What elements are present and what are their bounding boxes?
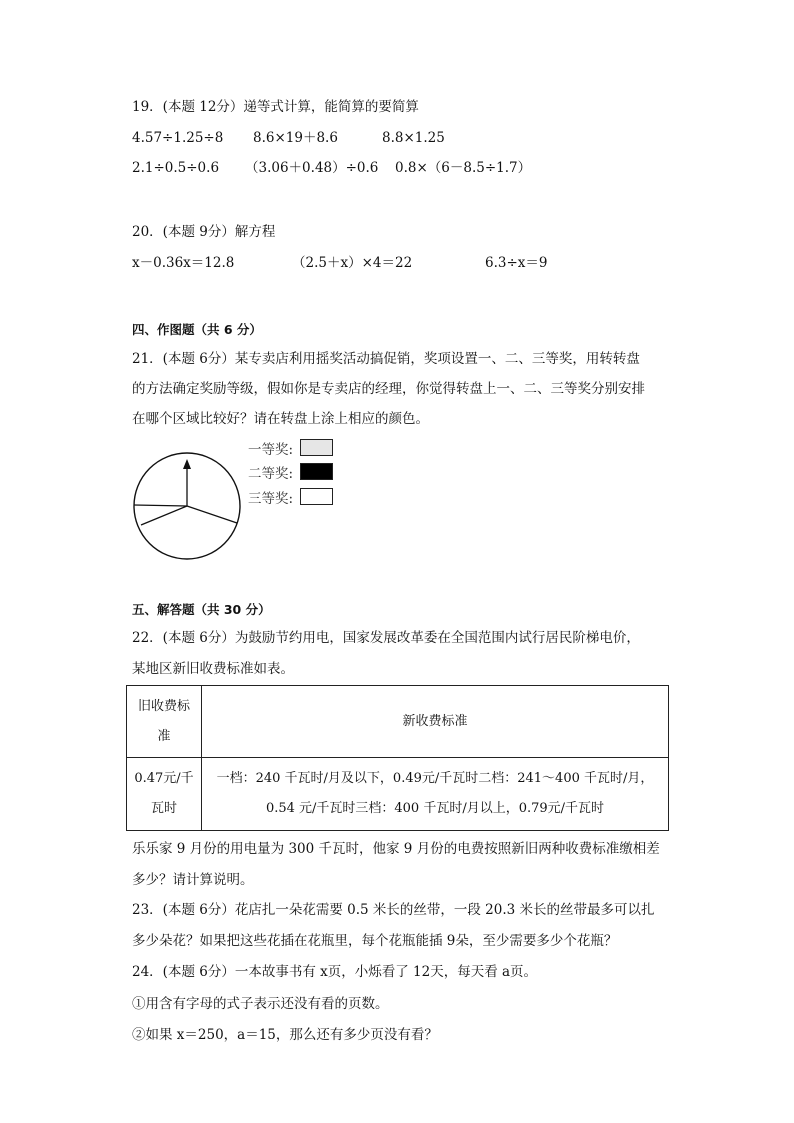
q20-eq-3: 6.3÷x＝9 <box>485 255 548 271</box>
q24-line-2: ①用含有字母的式子表示还没有看的页数。 <box>132 996 389 1012</box>
q21-line-2: 的方法确定奖励等级，假如你是专卖店的经理，你觉得转盘上一、二、三等奖分别安排 <box>132 381 645 397</box>
q20-title: 20．(本题 9分）解方程 <box>132 224 276 240</box>
q19-expr-3: 8.8×1.25 <box>382 130 445 146</box>
table-header-old-line-2: 准 <box>157 728 171 744</box>
legend-swatch-first <box>300 439 333 456</box>
q23-line-2: 多少朵花？如果把这些花插在花瓶里，每个花瓶能插 9朵，至少需要多少个花瓶？ <box>132 933 618 949</box>
q22-after-line-2: 多少？请计算说明。 <box>132 872 254 888</box>
q20-eq-2: （2.5＋x）×4＝22 <box>292 255 413 271</box>
table-header-old <box>127 686 202 758</box>
table-cell-new-line-2: 0.54 元/千瓦时三档：400 千瓦时/月以上，0.79元/千瓦时 <box>265 801 605 816</box>
q19-row1 <box>132 132 692 148</box>
q21-line-3: 在哪个区域比较好？请在转盘上涂上相应的颜色。 <box>132 411 429 427</box>
q22-line-2: 某地区新旧收费标准如表。 <box>132 661 294 677</box>
table-cell-new-line-1: 一档：240 千瓦时/月及以下，0.49元/千瓦时二档：241～400 千瓦时/月， <box>216 771 654 786</box>
q19-title: 19．(本题 12分）递等式计算，能简算的要简算 <box>132 99 419 115</box>
table-cell-old-line-1: 0.47元/千 <box>134 771 194 786</box>
q24-line-3: ②如果 x＝250，a＝15，那么还有多少页没有看？ <box>132 1027 438 1043</box>
legend-label-first: 一等奖: <box>248 442 294 458</box>
tariff-table <box>126 685 669 831</box>
q21-line-1: 21．(本题 6分）某专卖店利用摇奖活动搞促销，奖项设置一、二、三等奖，用转转盘 <box>132 351 640 367</box>
table-cell-old-line-2: 瓦时 <box>150 801 177 816</box>
q20-row1 <box>132 257 692 273</box>
q22-line-1: 22．(本题 6分）为鼓励节约用电，国家发展改革委在全国范围内试行居民阶梯电价， <box>132 630 640 646</box>
q23-line-1: 23．(本题 6分）花店扎一朵花需要 0.5 米长的丝带，一段 20.3 米长的丝带最多可以扎 <box>132 902 655 918</box>
section-5-title: 五、解答题（共 30 分） <box>132 602 271 617</box>
q19-expr-5: （3.06＋0.48）÷0.6 <box>245 160 379 176</box>
table-row <box>127 758 669 831</box>
q19-expr-1: 4.57÷1.25÷8 <box>132 130 224 146</box>
table-cell-old <box>127 758 202 831</box>
q19-row2 <box>132 162 692 178</box>
legend-label-third: 三等奖: <box>248 491 294 507</box>
q19-expr-6: 0.8×（6－8.5÷1.7） <box>395 160 532 176</box>
q24-line-1: 24．(本题 6分）一本故事书有 x页，小烁看了 12天，每天看 a页。 <box>132 964 538 980</box>
q22-after-line-1: 乐乐家 9 月份的用电量为 300 千瓦时，他家 9 月份的电费按照新旧两种收费标准缴相差 <box>132 841 660 857</box>
legend-swatch-third <box>300 488 333 505</box>
table-header-row <box>127 686 669 758</box>
q19-expr-2: 8.6×19＋8.6 <box>253 130 338 146</box>
table-header-new: 新收费标准 <box>202 686 669 758</box>
q19-expr-4: 2.1÷0.5÷0.6 <box>132 160 220 176</box>
legend-swatch-second <box>300 463 333 480</box>
table-header-old-line-1: 旧收费标 <box>137 698 190 714</box>
table-cell-new <box>202 758 669 831</box>
legend-label-second: 二等奖: <box>248 466 294 482</box>
section-4-title: 四、作图题（共 6 分） <box>132 322 262 337</box>
q20-eq-1: x－0.36x＝12.8 <box>132 255 235 271</box>
spinner-wheel <box>128 445 248 565</box>
